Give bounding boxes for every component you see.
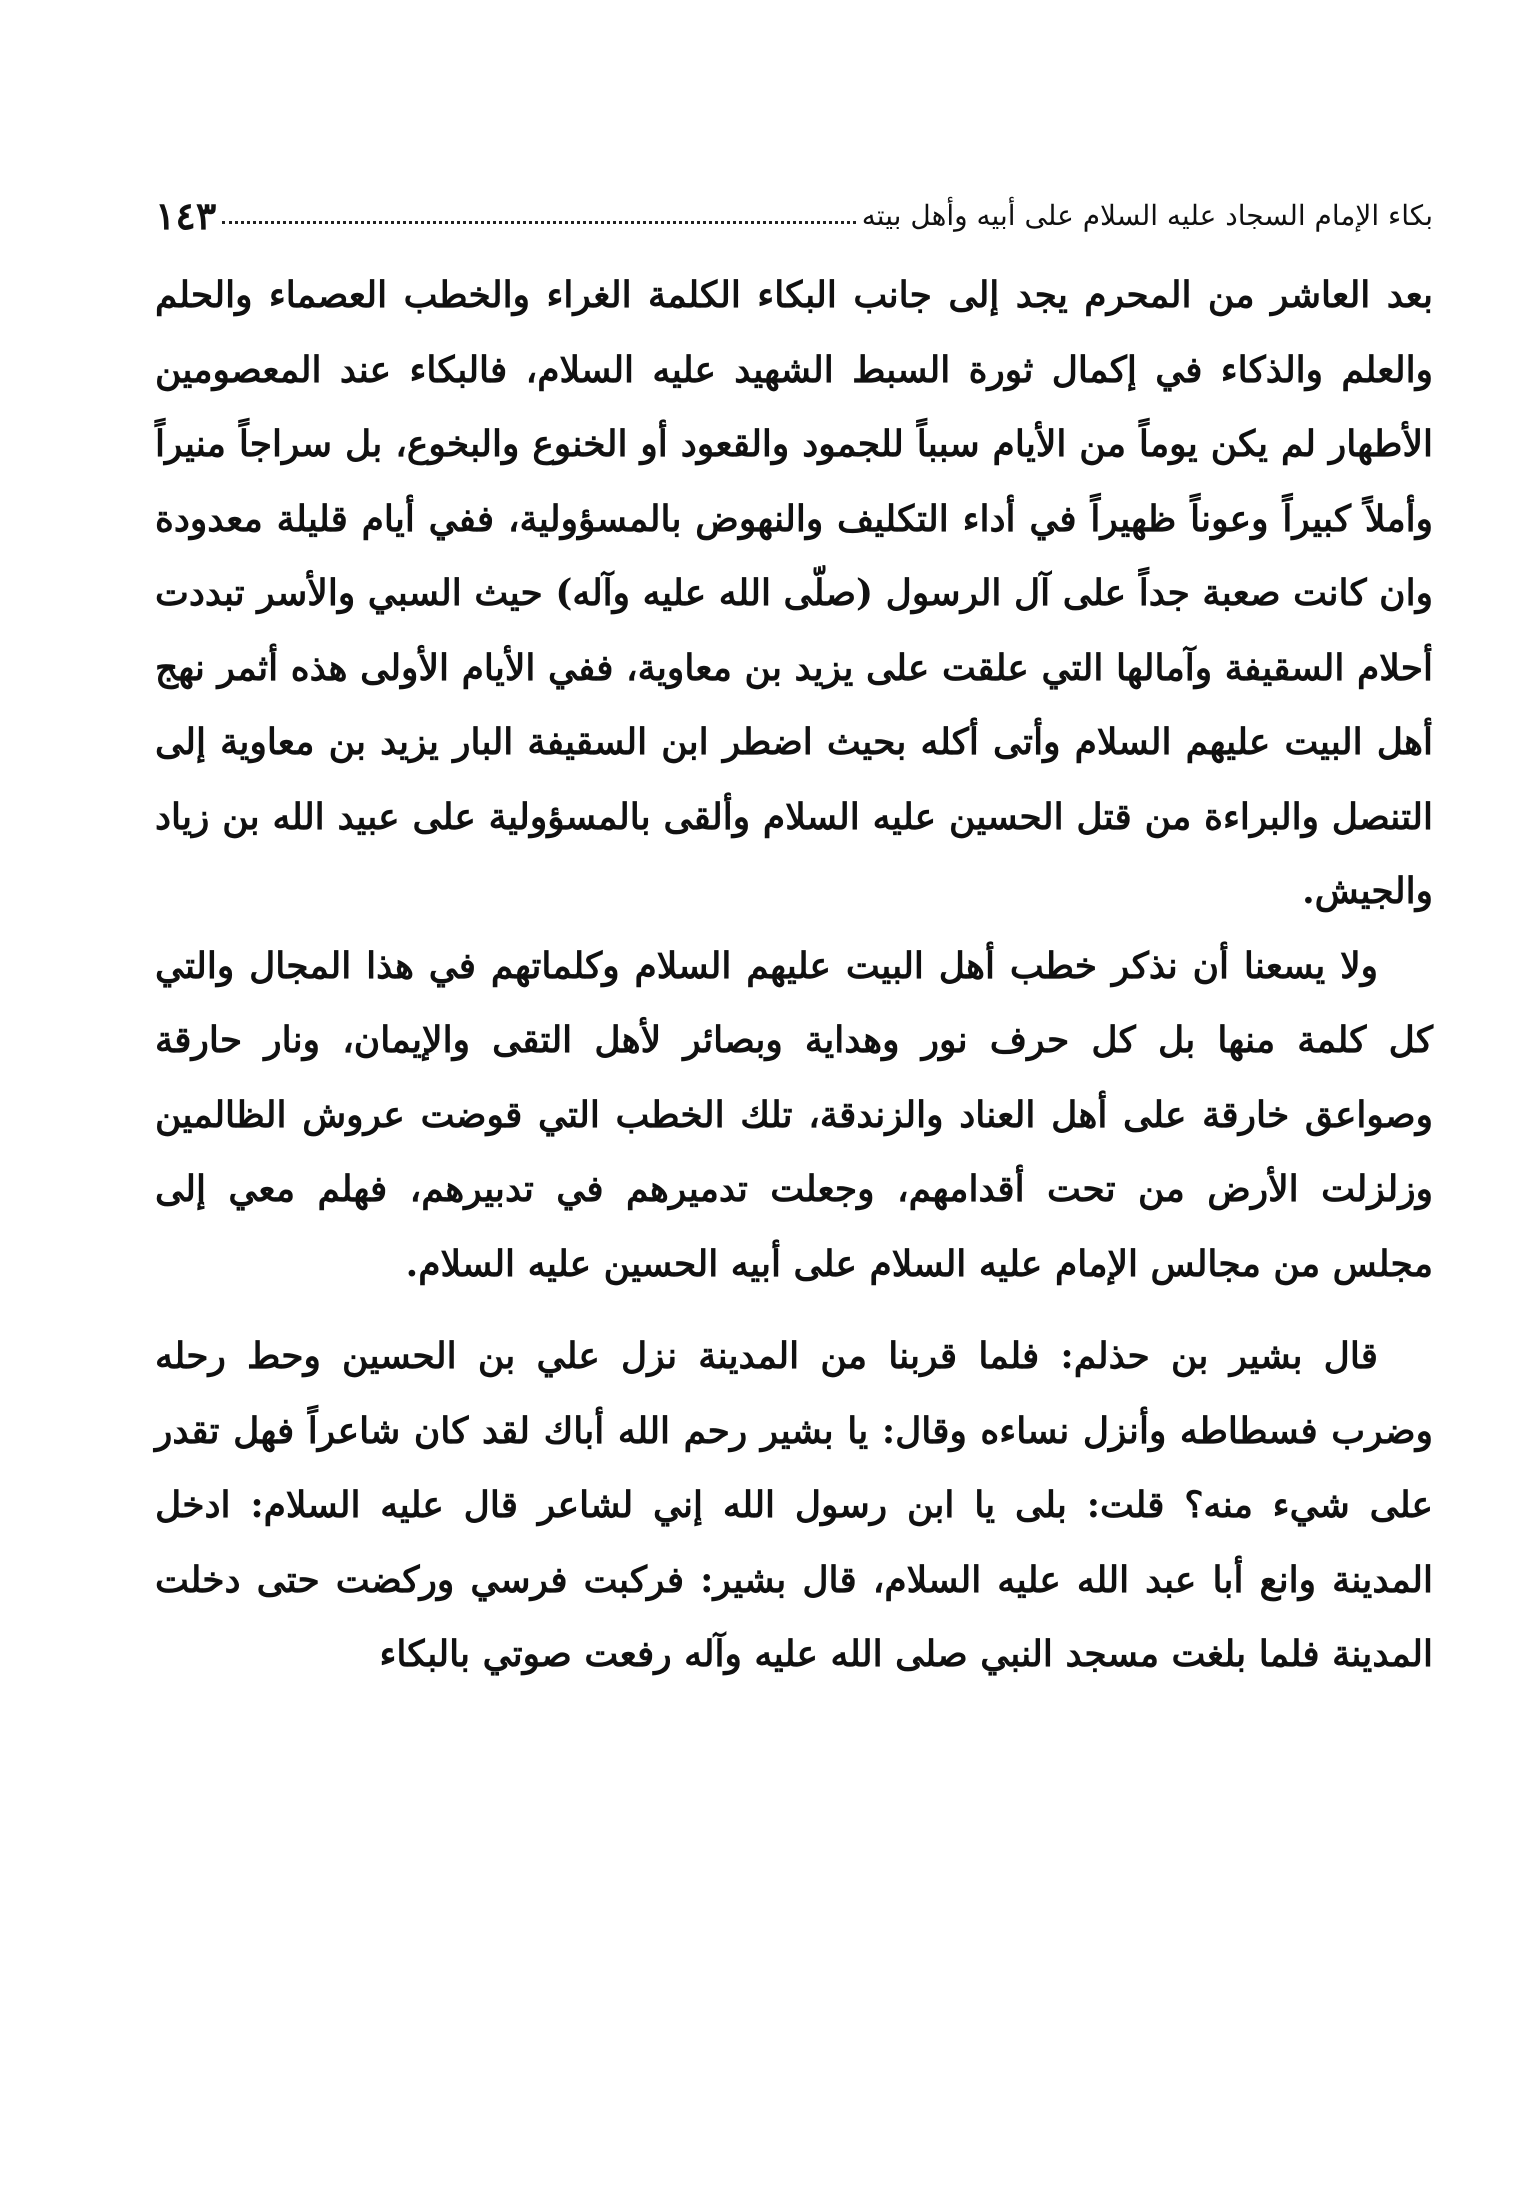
page-number: ١٤٣ [155,193,217,238]
running-header [155,180,1433,236]
paragraph-2: ولا يسعنا أن نذكر خطب أهل البيت عليهم السلام وكلماتهم في هذا المجال والتي كل كلمة منها بل كل حرف نور وهداية وبصائر لأهل التقى والإيمان، ونار حارقة وصواعق خارقة على أهل العناد والزندقة، تلك الخطب التي قوضت عروش الظالمين وزلزلت الأرض من تحت أقدامهم، وجعلت تدميرهم في تدبيرهم، فهلم معي إلى مجلس من مجالس الإمام عليه السلام على أبيه الحسين عليه السلام. [155,944,1433,1285]
paragraph-1: بعد العاشر من المحرم يجد إلى جانب البكاء الكلمة الغراء والخطب العصماء والحلم والعلم والذكاء في إكمال ثورة السبط الشهيد عليه السلام، فالبكاء عند المعصومين الأطهار لم يكن يوماً من الأيام سبباً للجمود والقعود أو الخنوع والبخوع، بل سراجاً منيراً وأملاً كبيراً وعوناً ظهيراً في أداء التكليف والنهوض بالمسؤولية، ففي أيام قليلة معدودة وان كانت صعبة جداً على آل الرسول (صلّى الله عليه وآله) حيث السبي والأسر تبددت أحلام السقيفة وآمالها التي علقت على يزيد بن معاوية، ففي الأيام الأولى هذه أثمر نهج أهل البيت عليهم السلام وأتى أكله بحيث اضطر ابن السقيفة البار يزيد بن معاوية إلى التنصل والبراءة من قتل الحسين عليه السلام وألقى بالمسؤولية على عبيد الله بن زياد والجيش. [155,274,1433,912]
running-title: بكاء الإمام السجاد عليه السلام على أبيه وأهل بيته [861,199,1433,232]
header-dot-leader [222,220,856,224]
body-text [155,258,1433,1692]
paragraph-3: قال بشير بن حذلم: فلما قربنا من المدينة نزل علي بن الحسين وحط رحله وضرب فسطاطه وأنزل نساءه وقال: يا بشير رحم الله أباك لقد كان شاعراً فهل تقدر على شيء منه؟ قلت: بلى يا ابن رسول الله إني لشاعر قال عليه السلام: ادخل المدينة وانع أبا عبد الله عليه السلام، قال بشير: فركبت فرسي وركضت حتى دخلت المدينة فلما بلغت مسجد النبي صلى الله عليه وآله رفعت صوتي بالبكاء [155,1335,1433,1675]
